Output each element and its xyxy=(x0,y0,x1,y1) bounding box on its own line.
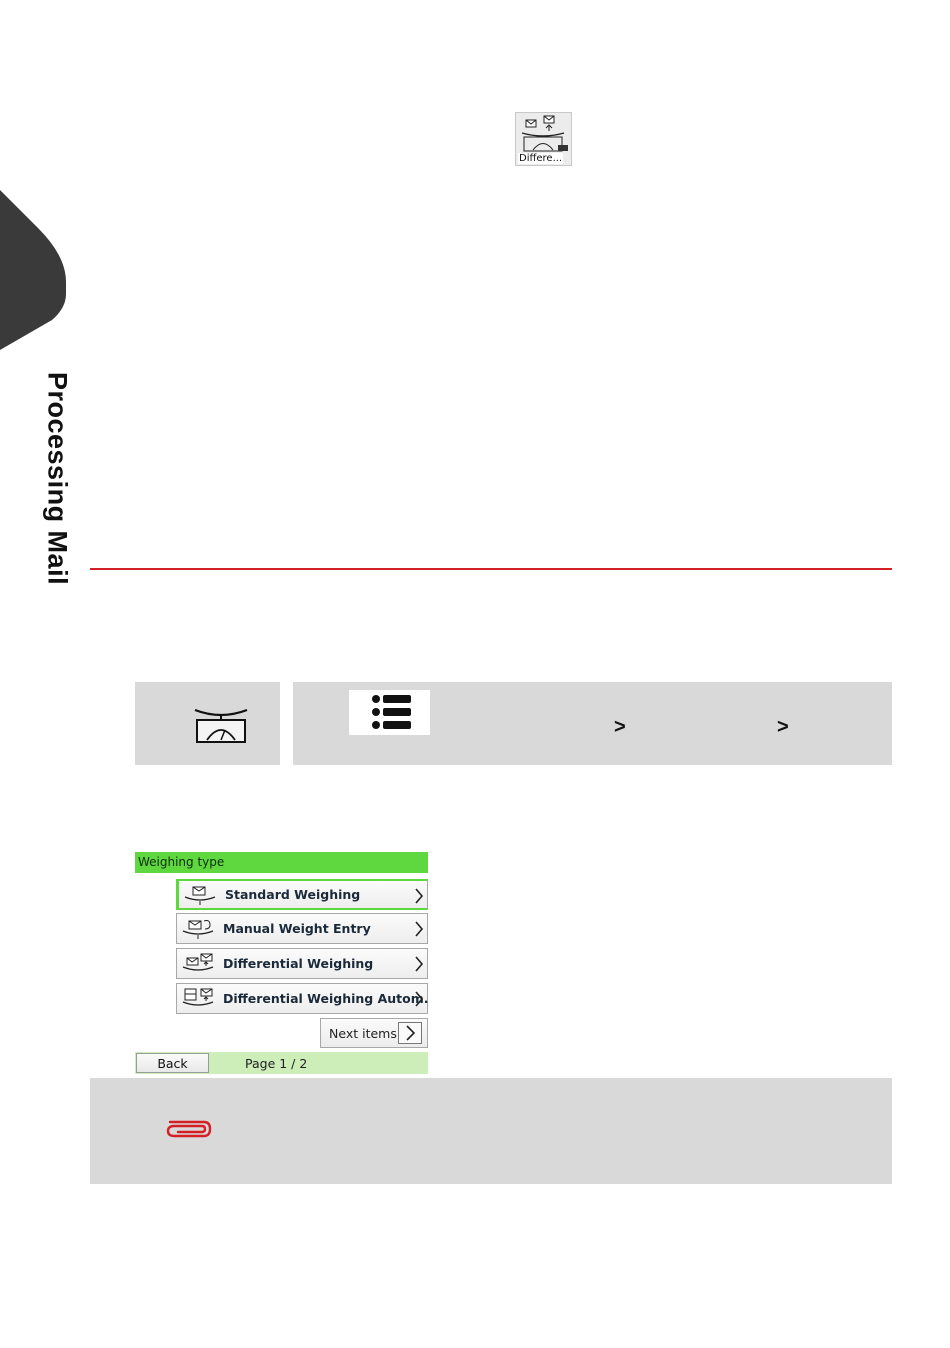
chevron-right-icon xyxy=(414,990,424,1008)
screen-footer xyxy=(135,1052,428,1074)
menu-list-icon xyxy=(349,690,430,735)
paperclip-note-icon xyxy=(164,1118,214,1140)
section-divider xyxy=(90,568,892,570)
menu-item-label: Differential Weighing Autom. xyxy=(223,991,429,1006)
chevron-right-icon xyxy=(414,887,424,905)
differential-weighing-icon xyxy=(515,112,572,166)
differential-weighing-icon xyxy=(180,952,216,975)
menu-item-differential-weighing-autom[interactable] xyxy=(176,983,428,1014)
chapter-title: Processing Mail xyxy=(42,372,73,586)
path-separator: > xyxy=(777,716,789,738)
instruction-icon-cell xyxy=(135,682,280,765)
chevron-right-icon xyxy=(414,955,424,973)
next-items-label: Next items xyxy=(329,1025,397,1041)
menu-item-label: Differential Weighing xyxy=(223,956,374,971)
path-separator: > xyxy=(614,716,626,738)
page-indicator: Page 1 / 2 xyxy=(245,1055,308,1071)
menu-item-standard-weighing[interactable] xyxy=(176,879,428,910)
back-button[interactable]: Back xyxy=(136,1053,209,1073)
weighing-type-screen xyxy=(135,852,428,1074)
differential-weighing-autom-icon xyxy=(180,987,216,1010)
manual-weight-entry-icon xyxy=(180,917,216,940)
screen-header: Weighing type xyxy=(135,852,428,873)
menu-item-label: Standard Weighing xyxy=(225,887,361,902)
menu-item-manual-weight-entry[interactable] xyxy=(176,913,428,944)
menu-item-label: Manual Weight Entry xyxy=(223,921,371,936)
chevron-right-icon xyxy=(414,920,424,938)
menu-item-differential-weighing[interactable] xyxy=(176,948,428,979)
next-arrow-icon xyxy=(398,1022,422,1044)
next-items-button[interactable] xyxy=(320,1018,428,1048)
chapter-tab xyxy=(0,190,66,350)
standard-weighing-icon xyxy=(182,884,218,907)
icon-label: Differe... xyxy=(519,153,563,164)
weighing-scale-icon xyxy=(191,702,251,746)
